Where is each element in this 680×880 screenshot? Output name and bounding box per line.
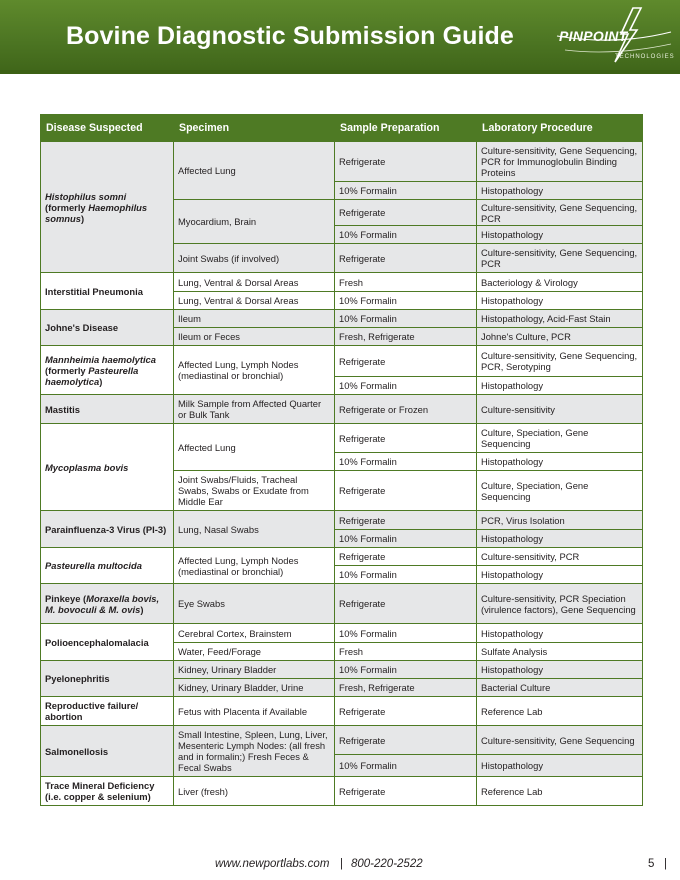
disease-name-part: Johne's Disease bbox=[45, 322, 119, 333]
disease-name-part: (formerly bbox=[45, 201, 89, 213]
footer-phone: 800-220-2522 bbox=[351, 858, 423, 870]
specimen-cell: Ileum bbox=[174, 310, 335, 328]
disease-cell bbox=[41, 511, 174, 548]
procedure-cell: Culture-sensitivity, Gene Sequencing, PCR, Serotyping bbox=[477, 346, 643, 377]
logo-wordmark: PINPOINT bbox=[559, 28, 628, 44]
disease-name-part: Polioencephalomalacia bbox=[45, 636, 149, 648]
procedure-cell: Histopathology bbox=[477, 292, 643, 310]
table-row bbox=[41, 424, 643, 453]
disease-name-part: Pyelonephritis bbox=[45, 673, 110, 684]
procedure-cell: Johne's Culture, PCR bbox=[477, 328, 643, 346]
header-procedure: Laboratory Procedure bbox=[477, 115, 643, 142]
table-row bbox=[41, 726, 643, 755]
table-body bbox=[41, 142, 643, 806]
preparation-cell: Refrigerate bbox=[335, 726, 477, 755]
disease-name-part: ) bbox=[80, 212, 85, 224]
table-row bbox=[41, 273, 643, 292]
preparation-cell: 10% Formalin bbox=[335, 226, 477, 244]
table-row bbox=[41, 548, 643, 566]
page-header bbox=[0, 0, 680, 73]
disease-cell bbox=[41, 726, 174, 777]
preparation-cell: 10% Formalin bbox=[335, 661, 477, 679]
disease-name-part: Haemophilus somnus bbox=[45, 201, 148, 224]
disease-name-part: Histophilus somni bbox=[45, 190, 127, 202]
preparation-cell: 10% Formalin bbox=[335, 755, 477, 777]
disease-cell bbox=[41, 310, 174, 346]
disease-name-part: Mastitis bbox=[45, 403, 80, 415]
procedure-cell: Histopathology bbox=[477, 755, 643, 777]
disease-cell bbox=[41, 395, 174, 424]
disease-name-part: Mycoplasma bovis bbox=[45, 461, 129, 473]
procedure-cell: Histopathology bbox=[477, 377, 643, 395]
procedure-cell: Culture-sensitivity, Gene Sequencing, PCR bbox=[477, 200, 643, 226]
specimen-cell: Lung, Ventral & Dorsal Areas bbox=[174, 292, 335, 310]
header-preparation: Sample Preparation bbox=[335, 115, 477, 142]
disease-cell bbox=[41, 661, 174, 697]
procedure-cell: Culture-sensitivity, Gene Sequencing, PCR bbox=[477, 244, 643, 273]
preparation-cell: 10% Formalin bbox=[335, 530, 477, 548]
disease-cell bbox=[41, 548, 174, 584]
table-row bbox=[41, 777, 643, 806]
disease-name-part: Trace Mineral Deficiency (i.e. copper & selenium) bbox=[45, 780, 155, 802]
specimen-cell: Cerebral Cortex, Brainstem bbox=[174, 624, 335, 643]
specimen-cell: Liver (fresh) bbox=[174, 777, 335, 806]
disease-cell bbox=[41, 424, 174, 511]
procedure-cell: Histopathology bbox=[477, 453, 643, 471]
preparation-cell: 10% Formalin bbox=[335, 453, 477, 471]
page-number: 5 bbox=[648, 858, 655, 870]
preparation-cell: 10% Formalin bbox=[335, 292, 477, 310]
table-row bbox=[41, 624, 643, 643]
logo-subtitle: TECHNOLOGIES bbox=[615, 54, 675, 60]
table-row bbox=[41, 310, 643, 328]
disease-name-part: ) bbox=[99, 375, 103, 387]
procedure-cell: Sulfate Analysis bbox=[477, 643, 643, 661]
preparation-cell: Refrigerate bbox=[335, 511, 477, 530]
procedure-cell: PCR, Virus Isolation bbox=[477, 511, 643, 530]
disease-name-part: (formerly bbox=[45, 364, 89, 376]
preparation-cell: Refrigerate bbox=[335, 777, 477, 806]
footer-url[interactable]: www.newportlabs.com bbox=[215, 858, 330, 870]
preparation-cell: 10% Formalin bbox=[335, 310, 477, 328]
procedure-cell: Culture-sensitivity, Gene Sequencing bbox=[477, 726, 643, 755]
preparation-cell: Fresh bbox=[335, 643, 477, 661]
disease-name-part: Salmonellosis bbox=[45, 745, 109, 757]
preparation-cell: 10% Formalin bbox=[335, 624, 477, 643]
specimen-cell: Affected Lung bbox=[174, 142, 335, 200]
procedure-cell: Histopathology bbox=[477, 661, 643, 679]
preparation-cell: Refrigerate bbox=[335, 142, 477, 182]
specimen-cell: Milk Sample from Affected Quarter or Bulk Tank bbox=[174, 395, 335, 424]
table-row bbox=[41, 697, 643, 726]
preparation-cell: 10% Formalin bbox=[335, 377, 477, 395]
procedure-cell: Histopathology bbox=[477, 566, 643, 584]
procedure-cell: Culture-sensitivity bbox=[477, 395, 643, 424]
preparation-cell: Refrigerate bbox=[335, 471, 477, 511]
specimen-cell: Myocardium, Brain bbox=[174, 200, 335, 244]
specimen-cell: Fetus with Placenta if Available bbox=[174, 697, 335, 726]
disease-cell bbox=[41, 142, 174, 273]
procedure-cell: Histopathology bbox=[477, 624, 643, 643]
preparation-cell: Fresh, Refrigerate bbox=[335, 328, 477, 346]
preparation-cell: Refrigerate or Frozen bbox=[335, 395, 477, 424]
preparation-cell: 10% Formalin bbox=[335, 566, 477, 584]
disease-name-part: Interstitial Pneumonia bbox=[45, 285, 143, 297]
table-row bbox=[41, 511, 643, 530]
procedure-cell: Culture, Speciation, Gene Sequencing bbox=[477, 424, 643, 453]
table-header-row bbox=[41, 115, 643, 142]
specimen-cell: Kidney, Urinary Bladder bbox=[174, 661, 335, 679]
procedure-cell: Histopathology bbox=[477, 530, 643, 548]
table-row bbox=[41, 661, 643, 679]
disease-name-part: Mannheimia haemolytica bbox=[45, 353, 156, 365]
preparation-cell: Refrigerate bbox=[335, 584, 477, 624]
footer-separator: | bbox=[340, 858, 343, 870]
preparation-cell: Fresh bbox=[335, 273, 477, 292]
specimen-cell: Kidney, Urinary Bladder, Urine bbox=[174, 679, 335, 697]
preparation-cell: Refrigerate bbox=[335, 548, 477, 566]
disease-cell bbox=[41, 273, 174, 310]
disease-name-part: Pasteurella haemolytica bbox=[45, 364, 139, 387]
header-disease: Disease Suspected bbox=[41, 115, 174, 142]
procedure-cell: Histopathology bbox=[477, 182, 643, 200]
specimen-cell: Water, Feed/Forage bbox=[174, 643, 335, 661]
preparation-cell: Fresh, Refrigerate bbox=[335, 679, 477, 697]
disease-name-part: Parainfluenza-3 Virus (PI-3) bbox=[45, 523, 167, 535]
specimen-cell: Affected Lung, Lymph Nodes (mediastinal or bronchial) bbox=[174, 346, 335, 395]
table-row bbox=[41, 142, 643, 182]
specimen-cell: Small Intestine, Spleen, Lung, Liver, Mesenteric Lymph Nodes: (all fresh and in formalin;) Fresh Feces & Fecal Swabs bbox=[174, 726, 335, 777]
specimen-cell: Ileum or Feces bbox=[174, 328, 335, 346]
specimen-cell: Affected Lung, Lymph Nodes (mediastinal or bronchial) bbox=[174, 548, 335, 584]
procedure-cell: Culture-sensitivity, Gene Sequencing, PCR for Immunoglobulin Binding Proteins bbox=[477, 142, 643, 182]
disease-name-part: Pinkeye ( bbox=[45, 592, 87, 604]
disease-cell bbox=[41, 777, 174, 806]
preparation-cell: Refrigerate bbox=[335, 697, 477, 726]
header-stripe bbox=[0, 70, 680, 74]
procedure-cell: Culture, Speciation, Gene Sequencing bbox=[477, 471, 643, 511]
procedure-cell: Bacteriology & Virology bbox=[477, 273, 643, 292]
procedure-cell: Culture-sensitivity, PCR bbox=[477, 548, 643, 566]
disease-cell bbox=[41, 346, 174, 395]
disease-name-part: Reproductive failure/ abortion bbox=[45, 700, 139, 722]
pinpoint-logo bbox=[555, 6, 673, 64]
page-title: Bovine Diagnostic Submission Guide bbox=[66, 22, 514, 50]
disease-cell bbox=[41, 584, 174, 624]
table-row bbox=[41, 346, 643, 377]
specimen-cell: Lung, Nasal Swabs bbox=[174, 511, 335, 548]
diagnostic-table bbox=[40, 114, 643, 806]
disease-name-part: Moraxella bovis, M. bovoculi & M. ovis bbox=[45, 592, 160, 615]
procedure-cell: Culture-sensitivity, PCR Speciation (virulence factors), Gene Sequencing bbox=[477, 584, 643, 624]
page-number-bar: | bbox=[664, 858, 667, 870]
table-row bbox=[41, 584, 643, 624]
preparation-cell: 10% Formalin bbox=[335, 182, 477, 200]
disease-cell bbox=[41, 697, 174, 726]
disease-name-part: ) bbox=[140, 603, 144, 615]
table-row bbox=[41, 395, 643, 424]
procedure-cell: Histopathology, Acid-Fast Stain bbox=[477, 310, 643, 328]
disease-cell bbox=[41, 624, 174, 661]
header-specimen: Specimen bbox=[174, 115, 335, 142]
disease-name-part: Pasteurella multocida bbox=[45, 560, 142, 571]
specimen-cell: Joint Swabs/Fluids, Tracheal Swabs, Swabs or Exudate from Middle Ear bbox=[174, 471, 335, 511]
preparation-cell: Refrigerate bbox=[335, 244, 477, 273]
specimen-cell: Eye Swabs bbox=[174, 584, 335, 624]
procedure-cell: Reference Lab bbox=[477, 697, 643, 726]
specimen-cell: Joint Swabs (if involved) bbox=[174, 244, 335, 273]
specimen-cell: Lung, Ventral & Dorsal Areas bbox=[174, 273, 335, 292]
specimen-cell: Affected Lung bbox=[174, 424, 335, 471]
procedure-cell: Histopathology bbox=[477, 226, 643, 244]
preparation-cell: Refrigerate bbox=[335, 346, 477, 377]
procedure-cell: Bacterial Culture bbox=[477, 679, 643, 697]
procedure-cell: Reference Lab bbox=[477, 777, 643, 806]
preparation-cell: Refrigerate bbox=[335, 200, 477, 226]
preparation-cell: Refrigerate bbox=[335, 424, 477, 453]
